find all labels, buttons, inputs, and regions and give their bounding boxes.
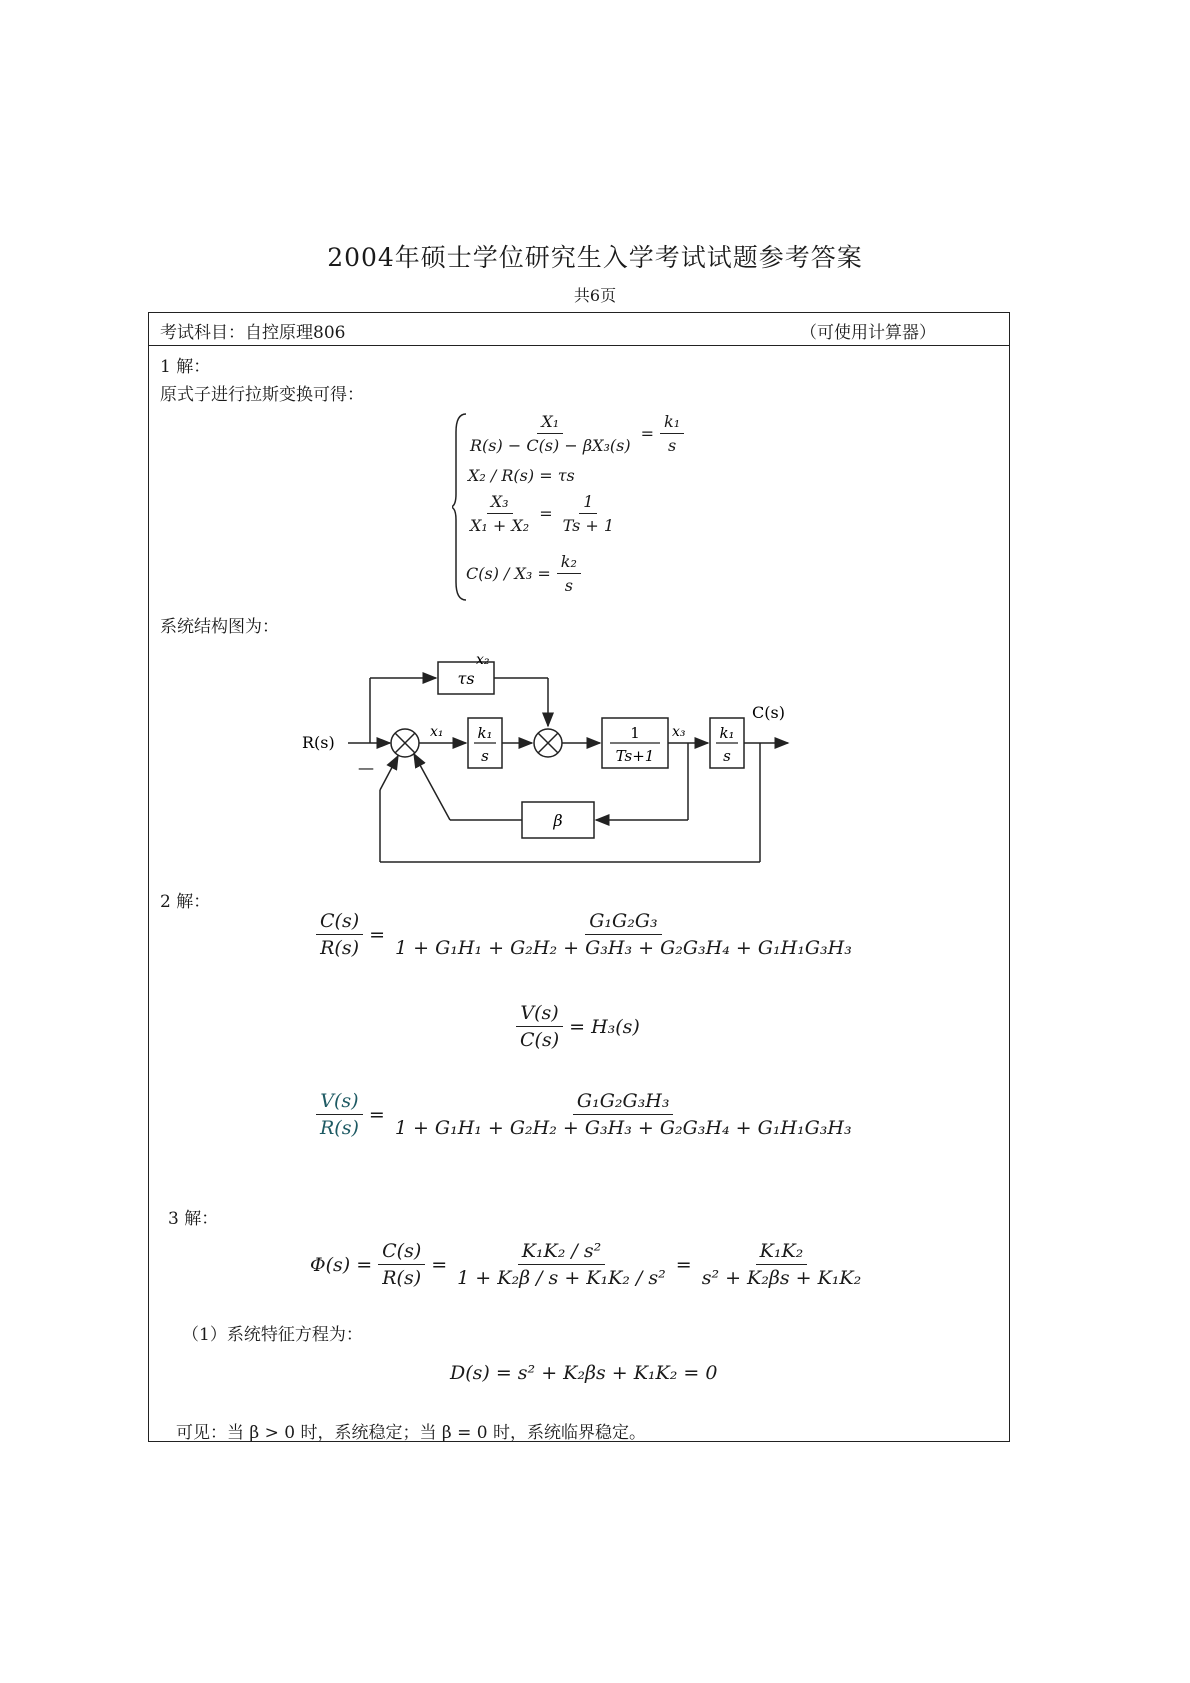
q2-formula-2: $\frac{V(s)}{C(s)}$ = H₃(s): [516, 1002, 640, 1051]
q2-label: 2 解：: [160, 892, 211, 912]
T-den: Ts+1: [615, 747, 655, 765]
k2-num: k₁: [719, 724, 735, 742]
diagram-caption: 系统结构图为：: [160, 617, 279, 637]
page-count: 共6页: [573, 286, 617, 305]
x1-label: x₁: [430, 724, 444, 740]
equation-3: $\frac{\text{X₃}}{\text{X₁ + X₂}}$ = $\frac{1}{Ts + 1}$: [470, 492, 615, 535]
equation-1: $\frac{\text{X₁}}{\text{R(s) − C(s) − βX₃(s)}}$ = $\frac{\text{k₁}}{s}$: [466, 412, 684, 455]
q2-formula-3: $\frac{V(s)}{R(s)}$ = $\frac{\text{G₁G₂G₃H₃}}{\text{1 + G₁H₁ + G₂H₂ + G₃H₃ + G₂G₃H₄ + G₁H₁G₃H₃}}$: [316, 1090, 856, 1139]
k1-num: k₁: [477, 724, 493, 742]
output-label: C(s): [752, 703, 785, 722]
q3-transfer-function: Φ(s) = $\frac{C(s)}{R(s)}$ = $\frac{\text{K₁K₂ / s²}}{\text{1 + K₂β / s + K₁K₂ / s²}}$ = $\frac{\text{K₁K₂}}{\text{s² + K₂βs + K₁K₂}}$: [310, 1240, 862, 1289]
input-label: R(s): [302, 733, 335, 752]
q1-label: 1 解：: [160, 357, 211, 377]
stability-conclusion: 可见：当 β > 0 时，系统稳定；当 β = 0 时，系统临界稳定。: [176, 1423, 647, 1443]
calculator-note: （可使用计算器）: [800, 323, 936, 343]
header-divider: [148, 345, 1010, 346]
minus-sign: —: [358, 758, 374, 777]
equation-4: C(s) / X₃ = $\frac{\text{k₂}}{s}$: [466, 552, 581, 595]
x2-label: x₂: [476, 652, 490, 668]
characteristic-equation: D(s) = s² + K₂βs + K₁K₂ = 0: [450, 1362, 718, 1384]
x3-label: x₃: [672, 724, 686, 740]
tau-s-label: τs: [457, 669, 475, 688]
k2-den: s: [723, 747, 731, 765]
q3-label: 3 解：: [168, 1209, 219, 1229]
exam-subject: 考试科目：自控原理806: [160, 323, 346, 343]
page-title: 2004年硕士学位研究生入学考试试题参考答案: [327, 243, 863, 272]
equation-2: X₂ / R(s) = τs: [468, 466, 575, 485]
q3-subheading: （1）系统特征方程为：: [182, 1325, 363, 1345]
block-diagram: [300, 640, 840, 875]
T-num: 1: [630, 724, 640, 742]
q1-intro: 原式子进行拉斯变换可得：: [160, 385, 364, 405]
k1-den: s: [481, 747, 489, 765]
q2-formula-1: $\frac{C(s)}{R(s)}$ = $\frac{\text{G₁G₂G₃}}{\text{1 + G₁H₁ + G₂H₂ + G₃H₃ + G₂G₃H₄ + G₁H₁G₃H₃}}$: [316, 910, 856, 959]
beta-label: β: [553, 811, 563, 830]
